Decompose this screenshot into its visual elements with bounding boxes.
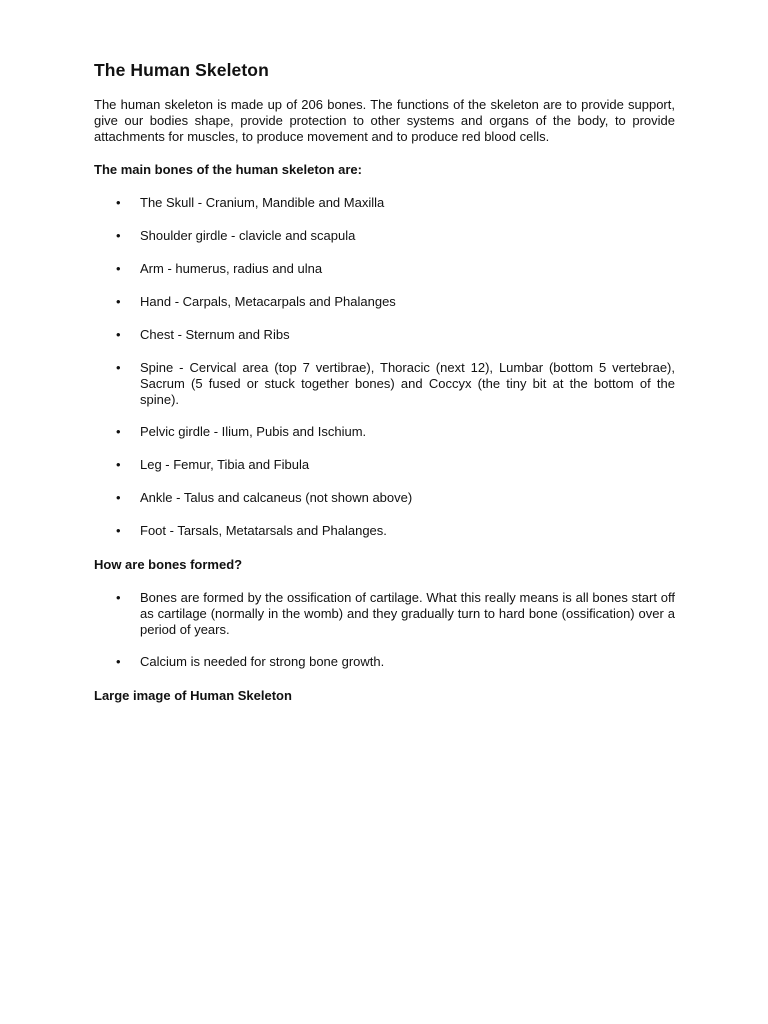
list-item-shoulder-girdle: Shoulder girdle - clavicle and scapula	[140, 228, 356, 243]
list-item-spine: Spine - Cervical area (top 7 vertibrae), Thoracic (next 12), Lumbar (bottom 5 vertebrae), Sacrum (5 fused or stuck together bones) and Coccyx (the tiny bit at the bottom of the spine).	[140, 360, 675, 407]
bullet-marker: •	[116, 457, 121, 472]
list-item-ankle: Ankle - Talus and calcaneus (not shown above)	[140, 490, 413, 505]
image-heading: Large image of Human Skeleton	[94, 688, 292, 703]
list-item-leg: Leg - Femur, Tibia and Fibula	[140, 457, 310, 472]
bullet-marker: •	[116, 294, 121, 309]
bullet-marker: •	[116, 523, 121, 538]
bullet-marker: •	[116, 195, 121, 210]
bullet-marker: •	[116, 590, 121, 605]
bullet-marker: •	[116, 228, 121, 243]
list-item-calcium: Calcium is needed for strong bone growth.	[140, 654, 385, 669]
list-item-arm: Arm - humerus, radius and ulna	[140, 261, 323, 276]
bullet-marker: •	[116, 654, 121, 669]
bullet-marker: •	[116, 424, 121, 439]
list-item-foot: Foot - Tarsals, Metatarsals and Phalanges.	[140, 523, 387, 538]
list-item-skull: The Skull - Cranium, Mandible and Maxilla	[140, 195, 385, 210]
list-item-pelvic-girdle: Pelvic girdle - Ilium, Pubis and Ischium.	[140, 424, 367, 439]
bullet-marker: •	[116, 327, 121, 342]
list-item-hand: Hand - Carpals, Metacarpals and Phalanges	[140, 294, 396, 309]
formation-heading: How are bones formed?	[94, 557, 243, 572]
bullet-marker: •	[116, 261, 121, 276]
main-bones-heading: The main bones of the human skeleton are:	[94, 162, 362, 177]
intro-paragraph: The human skeleton is made up of 206 bones. The functions of the skeleton are to provide support, give our bodies shape, provide protection to other systems and organs of the body, to provide attachments for muscles, to produce movement and to produce red blood cells.	[94, 97, 675, 144]
bullet-marker: •	[116, 360, 121, 375]
list-item-chest: Chest - Sternum and Ribs	[140, 327, 290, 342]
bullet-marker: •	[116, 490, 121, 505]
list-item-ossification: Bones are formed by the ossification of cartilage. What this really means is all bones start off as cartilage (normally in the womb) and they gradually turn to hard bone (ossification) over a period of years.	[140, 590, 675, 637]
page-title: The Human Skeleton	[94, 60, 269, 80]
